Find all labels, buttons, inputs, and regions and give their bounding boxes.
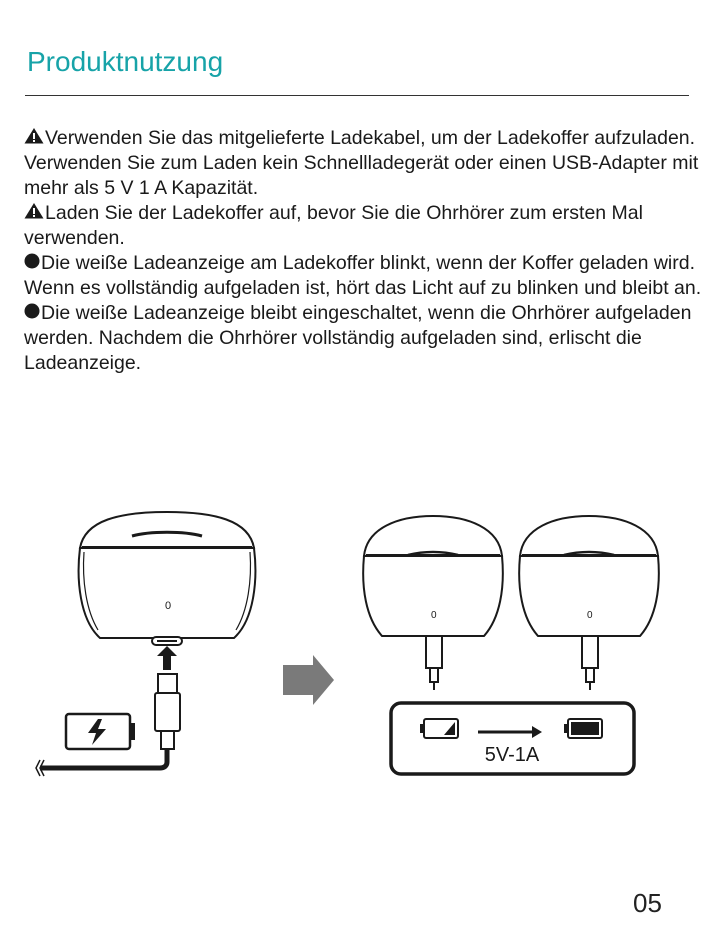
instruction-1-text: Verwenden Sie das mitgelieferte Ladekabel, um der Ladekoffer aufzuladen. Verwenden Sie zum Laden kein Schnellladegerät oder einen USB-Adapter mit mehr als 5 V 1 A Kapazität. [24,127,699,199]
instructions-text [24,126,704,376]
usb-c-port [152,637,182,645]
instruction-4 [24,301,704,376]
instruction-2-text: Laden Sie der Ladekoffer auf, bevor Sie die Ohrhörer zum ersten Mal verwenden. [24,202,643,249]
instruction-1 [24,126,704,201]
battery-charging-icon [66,714,135,749]
page-title: Produktnutzung [27,46,224,77]
title-divider [25,95,689,96]
led-indicator: 0 [431,610,437,621]
warning-triangle-icon [24,201,44,226]
charge-spec-label: 5V-1A [484,744,540,766]
plug-in-arrow-icon [157,646,177,670]
instruction-3-text: Die weiße Ladeanzeige am Ladekoffer blinkt, wenn der Koffer geladen wird. Wenn es vollständig aufgeladen ist, hört das Licht auf zu blinken und bleibt an. [24,252,702,299]
instruction-4-text: Die weiße Ladeanzeige bleibt eingeschaltet, wenn die Ohrhörer aufgeladen werden. Nachdem die Ohrhörer vollständig aufgeladen sind, erlischt die Ladeanzeige. [24,302,692,374]
bullet-circle-icon [24,301,40,326]
led-indicator: 0 [587,610,593,621]
led-indicator: 0 [165,600,172,612]
bullet-circle-icon [24,251,40,276]
instruction-2 [24,201,704,251]
charging-case-icon [79,512,256,638]
next-arrow-icon [283,655,334,705]
battery-low-icon [420,719,458,738]
charging-case-icon [519,516,659,690]
charging-illustration [0,490,718,800]
page-number: 05 [633,888,662,918]
battery-full-icon [564,719,602,738]
warning-triangle-icon [24,126,44,151]
instruction-3 [24,251,704,301]
charging-case-icon [363,516,503,690]
